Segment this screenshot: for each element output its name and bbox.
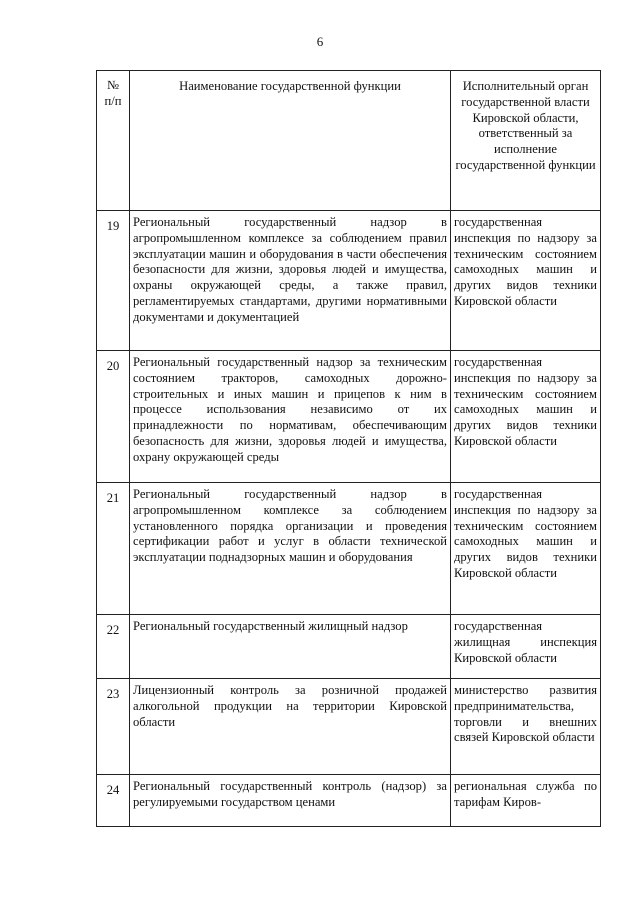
row-function-name: Региональный государственный надзор в агропромышленном комплексе за соблюдением установленного порядка организации и проведения сертификации работ и услуг в области технической эксплуатации поднадзорных машин и оборудования	[130, 483, 451, 615]
table-row	[97, 483, 601, 615]
row-num: 21	[97, 483, 130, 615]
header-num: № п/п	[97, 71, 130, 211]
table-row	[97, 615, 601, 679]
row-num: 20	[97, 351, 130, 483]
row-executive-body: государственная жилищная инспекция Кировской области	[451, 615, 601, 679]
row-executive-body: государственная инспекция по надзору за техническим состоянием самоходных машин и других видов техники Кировской области	[451, 211, 601, 351]
functions-table	[96, 70, 601, 827]
row-function-name: Региональный государственный надзор за техническим состоянием тракторов, самоходных дорожно-строительных и иных машин и прицепов к ним в процессе использования независимо от их принадлежности по нормативам, обеспечивающим безопасность для жизни, здоровья людей и имущества, охрану окружающей среды	[130, 351, 451, 483]
table-header-row	[97, 71, 601, 211]
row-num: 23	[97, 679, 130, 775]
row-executive-body: государственная инспекция по надзору за техническим состоянием самоходных машин и других видов техники Кировской области	[451, 483, 601, 615]
header-function-name: Наименование государственной функции	[130, 71, 451, 211]
row-num: 22	[97, 615, 130, 679]
row-executive-body: региональная служба по тарифам Киров-	[451, 775, 601, 827]
row-executive-body: государственная инспекция по надзору за техническим состоянием самоходных машин и других видов техники Кировской области	[451, 351, 601, 483]
row-executive-body: министерство развития предпринимательства, торговли и внешних связей Кировской области	[451, 679, 601, 775]
table-row	[97, 775, 601, 827]
row-function-name: Региональный государственный контроль (надзор) за регулируемыми государством ценами	[130, 775, 451, 827]
page-number: 6	[316, 34, 324, 49]
row-function-name: Лицензионный контроль за розничной продажей алкогольной продукции на территории Кировской области	[130, 679, 451, 775]
table-row	[97, 351, 601, 483]
row-num: 19	[97, 211, 130, 351]
row-function-name: Региональный государственный жилищный надзор	[130, 615, 451, 679]
header-executive-body: Исполнительный орган государственной власти Кировской области, ответственный за исполнение государственной функции	[451, 71, 601, 211]
table-row	[97, 211, 601, 351]
table-row	[97, 679, 601, 775]
row-function-name: Региональный государственный надзор в агропромышленном комплексе за соблюдением правил эксплуатации машин и оборудования в части обеспечения безопасности для жизни, здоровья людей и имущества, охраны окружающей среды, а также правил, регламентируемых стандартами, другими нормативными документами и документацией	[130, 211, 451, 351]
row-num: 24	[97, 775, 130, 827]
